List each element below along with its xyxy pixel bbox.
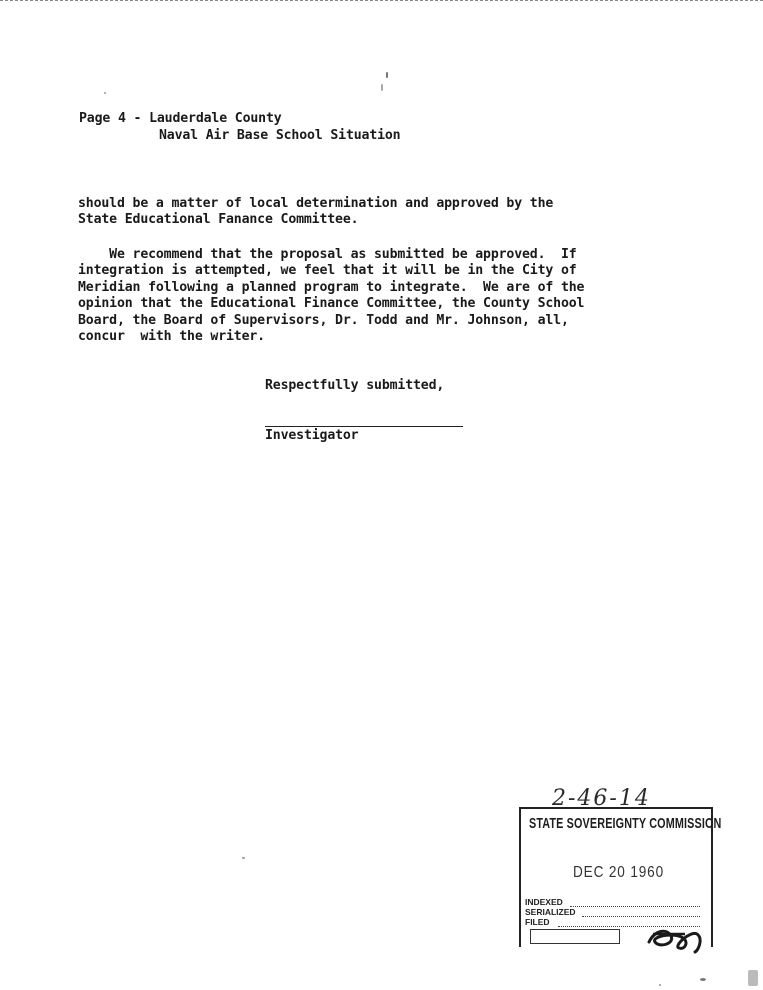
- stamp-label-serialized: SERIALIZED: [525, 907, 576, 917]
- paragraph-2-line: opinion that the Educational Finance Committee, the County School: [78, 296, 585, 312]
- stamp-title: STATE SOVEREIGNTY COMMISSION: [529, 815, 722, 832]
- stamp-dotted-line: [570, 906, 700, 907]
- paragraph-2: [78, 247, 584, 345]
- scan-speck: [748, 970, 758, 986]
- closing-salutation: Respectfully submitted,: [265, 378, 445, 393]
- stamp-handwritten-number: 2-46-14: [552, 786, 651, 811]
- paragraph-2-line: integration is attempted, we feel that it will be in the City of: [78, 263, 577, 279]
- stamp-dotted-line: [582, 916, 700, 917]
- scan-speck: [700, 978, 706, 981]
- scan-speck: [381, 84, 383, 91]
- scan-speck: [242, 857, 245, 859]
- header-page-county: Page 4 - Lauderdale County: [79, 111, 282, 126]
- paragraph-2-line: Board, the Board of Supervisors, Dr. Todd and Mr. Johnson, all,: [78, 312, 569, 328]
- scan-speck: [659, 984, 661, 986]
- signer-title: Investigator: [265, 428, 359, 443]
- page-top-edge: [0, 0, 763, 4]
- stamp-label-filed: FILED: [525, 917, 550, 927]
- paragraph-1: [78, 196, 553, 229]
- paragraph-1-line: State Educational Fanance Committee.: [78, 212, 359, 228]
- paragraph-1-line: should be a matter of local determination and approved by the: [78, 196, 554, 211]
- signature-line: [265, 426, 463, 427]
- handwritten-initials-icon: [645, 920, 709, 954]
- paragraph-2-line: Meridian following a planned program to integrate. We are of the: [78, 279, 585, 295]
- stamp-label-indexed: INDEXED: [525, 897, 563, 907]
- header-subject: Naval Air Base School Situation: [159, 128, 401, 143]
- paragraph-2-line: We recommend that the proposal as submitted be approved. If: [78, 247, 577, 262]
- paragraph-2-line: concur with the writer.: [78, 329, 265, 345]
- scan-speck: [386, 72, 388, 78]
- stamp-field-box: [530, 929, 620, 944]
- stamp-date: DEC 20 1960: [573, 864, 665, 881]
- stamp-labels: [525, 897, 576, 927]
- scan-speck: [104, 92, 106, 94]
